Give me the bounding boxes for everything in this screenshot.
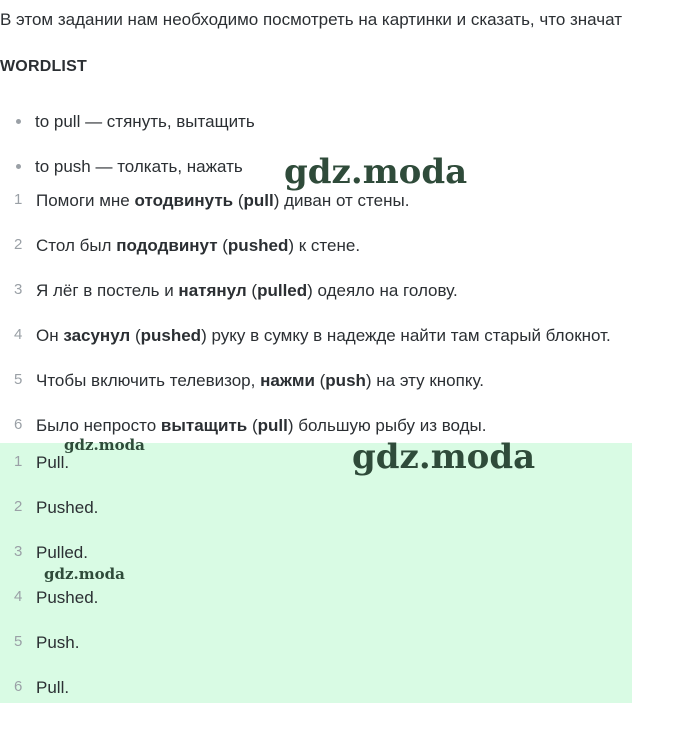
text-segment: Чтобы включить телевизор, [36,371,261,390]
text-segment: ) к стене. [288,236,361,255]
item-number: 5 [14,371,23,388]
sentence-text [36,281,458,301]
item-number: 1 [14,191,23,208]
highlighted-word: pulled [257,281,308,300]
text-segment: ) одеяло на голову. [307,281,458,300]
text-segment: Я лёг в постель и [36,281,179,300]
highlighted-word: натянул [178,281,247,300]
item-number: 2 [14,498,23,515]
answer-text: Push. [36,633,80,652]
sentence-text [36,191,409,211]
text-segment: ) большую рыбу из воды. [287,416,487,435]
intro-text [0,6,680,46]
text-segment: ( [314,371,326,390]
sentence-text [36,236,360,256]
text-segment: ( [233,191,244,210]
text-segment: Он [36,326,64,345]
answer-text: Pulled. [36,543,88,562]
bullet-icon [16,119,21,124]
wordlist-item-text: to pull — стянуть, вытащить [35,112,255,131]
highlighted-word: пододвинут [116,236,218,255]
highlighted-word: отодвинуть [134,191,234,210]
watermark: gdz.moda [44,565,125,583]
highlighted-word: нажми [260,371,315,390]
item-number: 6 [14,416,23,433]
item-number: 4 [14,588,23,605]
wordlist-item [16,157,243,177]
highlighted-word: pushed [227,236,289,255]
text-segment: Было непросто [36,416,161,435]
sentence-text [36,326,611,346]
watermark: gdz.moda [284,152,468,192]
text-segment: ) диван от стены. [273,191,410,210]
item-number: 6 [14,678,23,695]
highlighted-word: pull [257,416,288,435]
text-segment: ) на эту кнопку. [365,371,484,390]
text-segment: ( [247,416,258,435]
text-segment: Стол был [36,236,117,255]
item-number: 1 [14,453,23,470]
highlighted-word: push [325,371,366,390]
answer-text: Pull. [36,453,70,472]
text-segment: ( [130,326,141,345]
highlighted-word: pushed [140,326,202,345]
intro-line: В этом задании нам необходимо посмотреть на картинки и сказать, что значат [0,10,622,29]
answer-text: Pushed. [36,498,99,517]
item-number: 3 [14,543,23,560]
sentence-text [36,371,484,391]
text-segment: ) руку в сумку в надежде найти там старый блокнот. [201,326,611,345]
item-number: 2 [14,236,23,253]
item-number: 4 [14,326,23,343]
item-number: 5 [14,633,23,650]
highlighted-word: вытащить [160,416,248,435]
answer-text: Pushed. [36,588,99,607]
answer-text: Pull. [36,678,70,697]
text-segment: ( [246,281,258,300]
watermark: gdz.moda [352,437,536,477]
wordlist-item [16,112,255,132]
sentence-text [36,416,487,436]
watermark: gdz.moda [64,436,145,454]
item-number: 3 [14,281,23,298]
highlighted-word: pull [243,191,274,210]
wordlist-heading: WORDLIST [0,58,87,75]
bullet-icon [16,164,21,169]
highlighted-word: засунул [63,326,131,345]
text-segment: ( [217,236,228,255]
text-segment: Помоги мне [36,191,135,210]
wordlist-item-text: to push — толкать, нажать [35,157,243,176]
